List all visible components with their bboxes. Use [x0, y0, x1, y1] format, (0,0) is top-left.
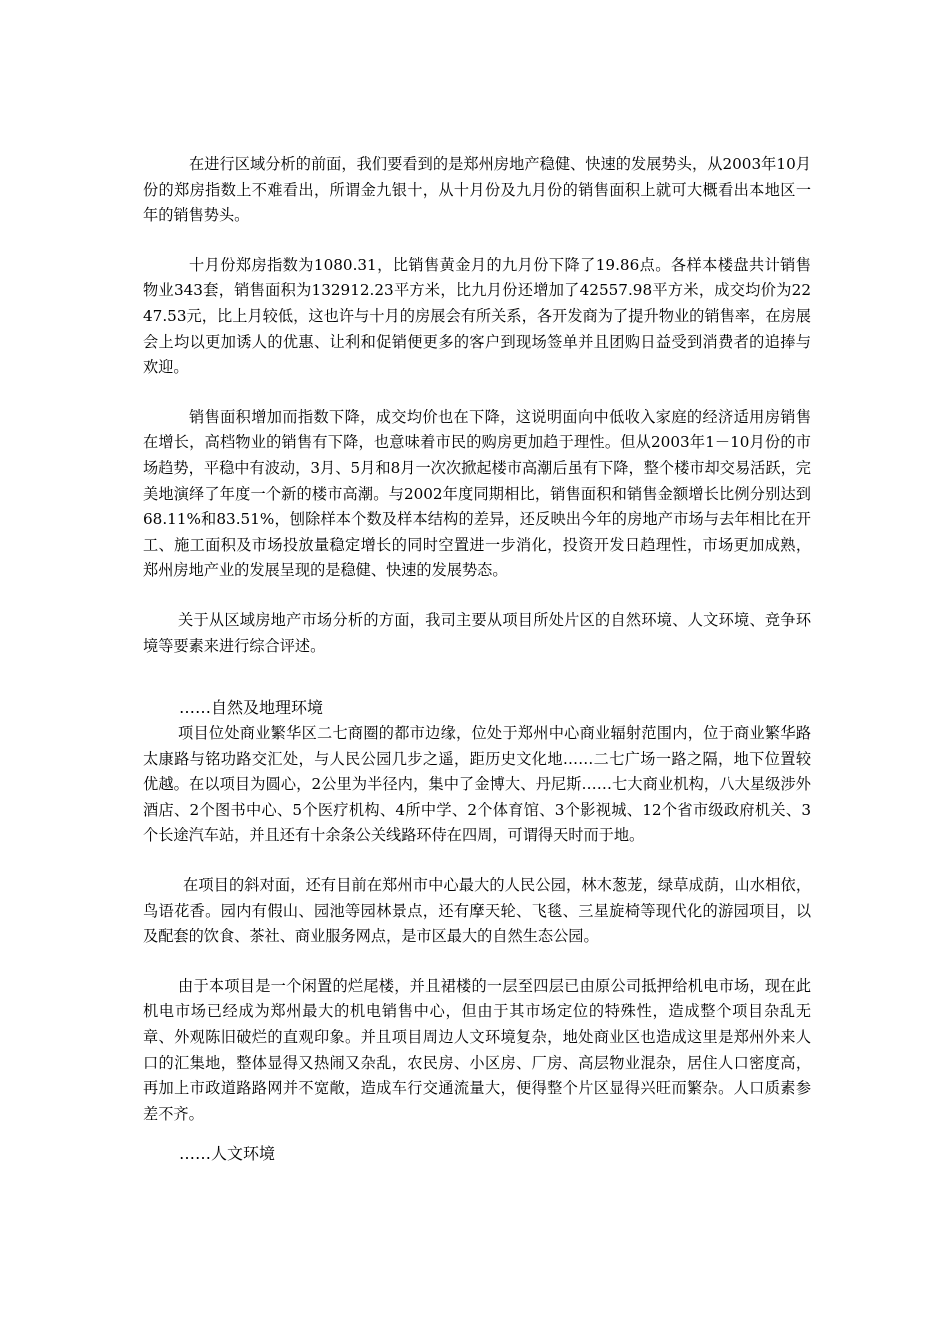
document-body	[143, 152, 811, 1167]
paragraph-analysis-scope: 关于从区域房地产市场分析的方面，我司主要从项目所处片区的自然环境、人文环境、竞争环境等要素来进行综合评述。	[143, 610, 811, 655]
paragraph-october-index: 十月份郑房指数为1080.31，比销售黄金月的九月份下降了19.86点。各样本楼盘共计销售物业343套，销售面积为132912.23平方米，比九月份还增加了42557.98平方米，成交均价为2247.53元，比上月较低，这也许与十月的房展会有所关系，各开发商为了提升物业的销售率，在房展会上均以更加诱人的优惠、让利和促销便更多的客户到现场签单并且团购日益受到消费者的追捧与欢迎。	[143, 255, 811, 377]
section-heading-cultural-environment: ……人文环境	[179, 1144, 276, 1164]
paragraph-location: 项目位处商业繁华区二七商圈的都市边缘，位处于郑州中心商业辐射范围内，位于商业繁华路太康路与铭功路交汇处，与人民公园几步之遥，距历史文化地……二七广场一路之隔，地下位置较优越。在以项目为圆心，2公里为半径内，集中了金博大、丹尼斯……七大商业机构，八大星级涉外酒店、2个图书中心、5个医疗机构、4所中学、2个体育馆、3个影视城、12个省市级政府机关、3个长途汽车站，并且还有十余条公关线路环侍在四周，可谓得天时而于地。	[143, 724, 811, 845]
paragraph-intro: 在进行区域分析的前面，我们要看到的是郑州房地产稳健、快速的发展势头，从2003年10月份的郑房指数上不难看出，所谓金九银十，从十月份及九月份的销售面积上就可大概看出本地区一年的销售势头。	[143, 155, 811, 225]
paragraph-park: 在项目的斜对面，还有目前在郑州市中心最大的人民公园，林木葱茏，绿草成荫，山水相依，鸟语花香。园内有假山、园池等园林景点，还有摩天轮、飞毯、三星旋椅等现代化的游园项目，以及配套的饮食、茶社、商业服务网点，是市区最大的自然生态公园。	[143, 876, 811, 946]
paragraph-market-trend: 销售面积增加而指数下降，成交均价也在下降，这说明面向中低收入家庭的经济适用房销售在增长，高档物业的销售有下降，也意味着市民的购房更加趋于理性。但从2003年1－10月份的市场趋势，平稳中有波动，3月、5月和8月一次次掀起楼市高潮后虽有下降，整个楼市却交易活跃，完美地演绎了年度一个新的楼市高潮。与2002年度同期相比，销售面积和销售金额增长比例分别达到68.11%和83.51%，刨除样本个数及样本结构的差异，还反映出今年的房地产市场与去年相比在开工、施工面积及市场投放量稳定增长的同时空置进一步消化，投资开发日趋理性，市场更加成熟，郑州房地产业的发展呈现的是稳健、快速的发展势态。	[143, 407, 811, 580]
section-heading-natural-environment: ……自然及地理环境	[179, 698, 324, 718]
paragraph-project-status: 由于本项目是一个闲置的烂尾楼，并且裙楼的一层至四层已由原公司抵押给机电市场，现在此机电市场已经成为郑州最大的机电销售中心，但由于其市场定位的特殊性，造成整个项目杂乱无章、外观陈旧破烂的直观印象。并且项目周边人文环境复杂，地处商业区也造成这里是郑州外来人口的汇集地，整体显得又热闹又杂乱，农民房、小区房、厂房、高层物业混杂，居住人口密度高，再加上市政道路路网并不宽敞，造成车行交通流量大，便得整个片区显得兴旺而繁杂。人口质素参差不齐。	[143, 976, 811, 1123]
